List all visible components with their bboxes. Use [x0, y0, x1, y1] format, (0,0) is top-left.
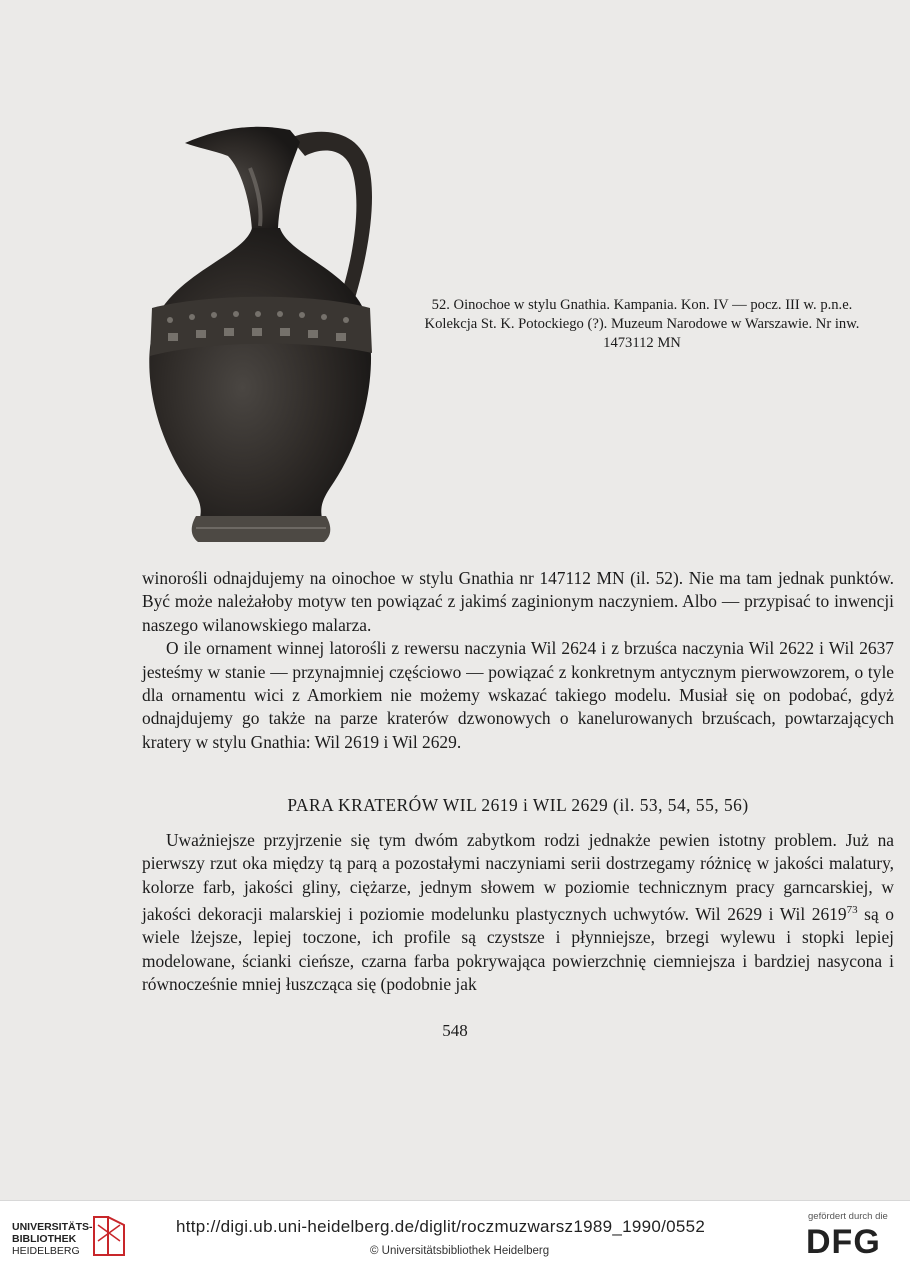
funded-by-label: gefördert durch die	[808, 1211, 888, 1222]
footer-bar	[0, 1200, 910, 1269]
caption-line-1: 52. Oinochoe w stylu Gnathia. Kampania. Kon. IV — pocz. III w. p.n.e.	[431, 297, 853, 313]
paragraph-1: winorośli odnajdujemy na oinochoe w stylu Gnathia nr 147112 MN (il. 52). Nie ma tam jednak punktów. Być może należałoby motyw ten powiązać z jakimś zaginionym naczyniem. Albo — przypisać to inwencji naszego wilanowskiego malarza.	[142, 568, 894, 635]
library-line-2: BIBLIOTHEK	[12, 1233, 77, 1245]
library-line-1: UNIVERSITÄTS-	[12, 1221, 93, 1233]
footnote-ref[interactable]: 73	[846, 904, 858, 917]
library-logo-icon	[90, 1211, 128, 1261]
library-logo-text[interactable]	[12, 1221, 93, 1257]
page-number: 548	[442, 1021, 468, 1040]
paragraph-3-after: są o wiele lżejsze, lepiej toczone, ich profile są czystsze i płynniejsze, brzegi wylewu i stopki lepiej modelowane, ścianki cieńsze, czarna farba pokrywająca powierzchnię ciemniejsza i bardziej nasycona i równocześnie mniej łuszcząca się (podobnie jak	[142, 904, 894, 995]
copyright-notice: © Universitätsbibliothek Heidelberg	[370, 1245, 550, 1257]
body-text-bottom	[142, 829, 894, 997]
citation-url-link[interactable]: http://digi.ub.uni-heidelberg.de/diglit/roczmuzwarsz1989_1990/0552	[176, 1217, 706, 1236]
caption-line-3: 1473112 MN	[603, 335, 681, 351]
body-text-top	[142, 567, 894, 754]
paragraph-3	[142, 829, 894, 997]
library-line-3: HEIDELBERG	[12, 1245, 80, 1257]
section-heading: PARA KRATERÓW WIL 2619 i WIL 2629 (il. 53, 54, 55, 56)	[287, 795, 749, 815]
oinochoe-vase-photo	[140, 108, 390, 548]
figure-caption	[392, 296, 892, 353]
caption-line-2: Kolekcja St. K. Potockiego (?). Muzeum Narodowe w Warszawie. Nr inw.	[424, 316, 860, 332]
paragraph-2: O ile ornament winnej latorośli z rewersu naczynia Wil 2624 i z brzuśca naczynia Wil 2622 i Wil 2637 jesteśmy w stanie — przynajmniej częściowo — powiązać z konkretnym antycznym pierwowzorem, o tyle dla ornamentu wici z Amorkiem nie możemy wskazać takiego modelu. Musiał się on podobać, gdyż odnajdujemy go także na parze kraterów dzwonowych o kanelurowanych brzuścach, powtarzających kratery w stylu Gnathia: Wil 2619 i Wil 2629.	[142, 638, 894, 752]
paragraph-3-before: Uważniejsze przyjrzenie się tym dwóm zabytkom rodzi jednakże pewien istotny problem. Już na pierwszy rzut oka między tą parą a pozostałymi naczyniami serii dostrzegamy różnicę w jakości malatury, kolorze farb, jakości gliny, ciężarze, jednym słowem w poziomie technicznym pracy garncarskiej, w jakości dekoracji malarskiej i poziomie modelunku plastycznych uchwytów. Wil 2629 i Wil 2619	[142, 830, 894, 925]
dfg-logo[interactable]: DFG	[806, 1223, 881, 1261]
